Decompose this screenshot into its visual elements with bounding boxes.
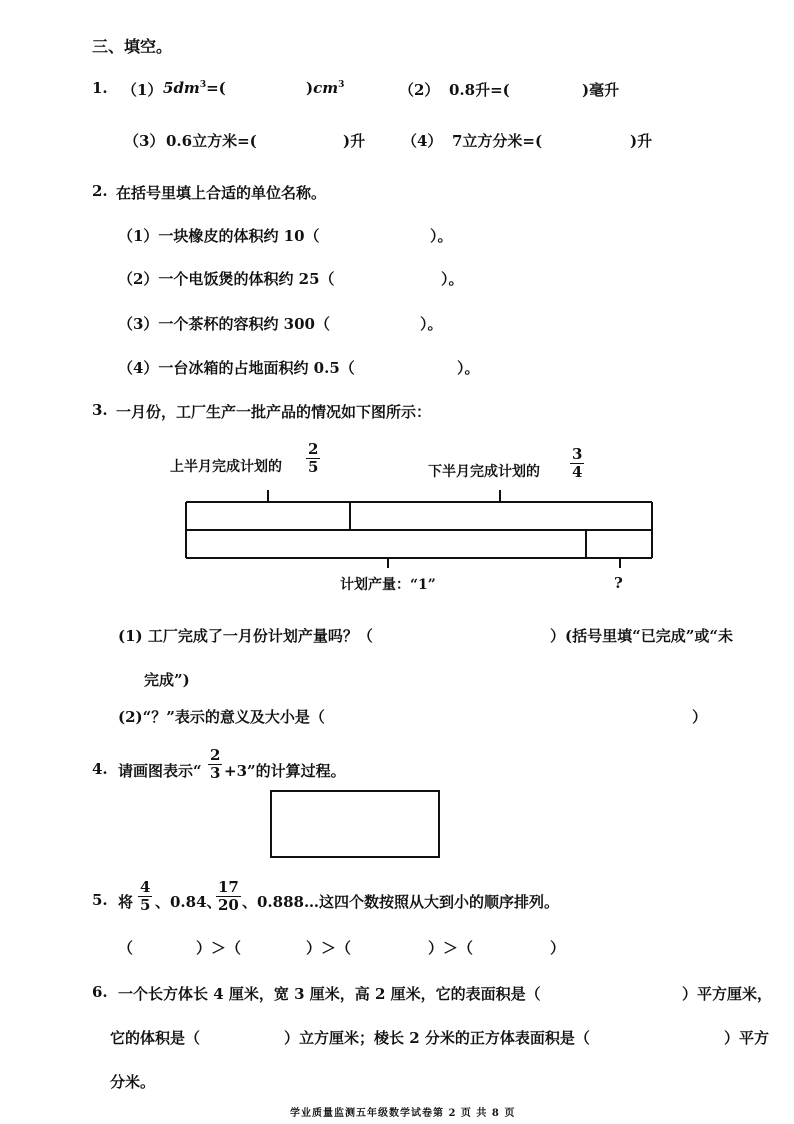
q1-p1-close [306,79,344,97]
q1-p2-text: 0.8升=( [449,81,510,99]
question-prompt-a: 请画图表示“ [118,762,202,780]
fraction-numerator: 2 [308,440,319,458]
drawing-box[interactable] [270,790,440,858]
segment-diagram [180,480,660,570]
fraction-denominator: 20 [218,896,239,914]
q1-p2-close: )毫升 [582,81,620,99]
order-open: （ [118,939,134,957]
order-close: ） [550,939,566,957]
q1-p1-exp-right: 3 [338,80,345,90]
diagram-question-mark: ? [614,574,623,592]
q4-fraction [208,748,222,781]
question-number: 5. [92,891,108,909]
section-title: 三、填空。 [92,37,173,56]
q1-p3-close: )升 [343,132,366,150]
diagram-left-label: 上半月完成计划的 [170,459,282,475]
list-item: （1）一块橡皮的体积约 10（ [118,227,320,245]
q6-line2-a: 它的体积是（ [110,1029,201,1047]
fraction-denominator: 5 [308,458,319,476]
order-gt-3: ）＞（ [428,939,474,957]
fraction-numerator: 4 [140,878,151,896]
question-number: 2. [92,182,108,200]
question-prompt: 一月份，工厂生产一批产品的情况如下图所示： [116,403,432,421]
q6-line2-c: ）平方 [724,1029,770,1047]
fraction-denominator: 3 [210,764,221,782]
question-tail: 、0.888…这四个数按照从大到小的顺序排列。 [242,893,559,911]
question-prompt-b: +3”的计算过程。 [224,762,346,780]
q1-p1-close-paren: ) [306,79,314,97]
order-gt-1: ）＞（ [196,939,242,957]
page-footer: 学业质量监测五年级数学试卷第 2 页 共 8 页 [290,1108,516,1119]
top-left-brace [186,490,350,510]
question-number: 6. [92,983,108,1001]
list-item-close: ）。 [441,270,464,288]
q5-fraction-1 [138,880,152,913]
q1-p1-unit-left: dm [173,79,200,97]
produced-bar [186,510,652,530]
sub-question-2: (2)“？”表示的意义及大小是（ [118,708,325,726]
sub-question-1-hint: ）(括号里填“已完成”或“未 [550,627,733,645]
list-item: （4）一台冰箱的占地面积约 0.5（ [118,359,355,377]
fraction-numerator: 3 [572,445,583,463]
order-gt-2: ）＞（ [306,939,352,957]
diagram-bottom-label: 计划产量：“1” [340,577,436,593]
question-number: 1. [92,79,108,97]
q1-p4-close: )升 [630,132,653,150]
fraction-denominator: 4 [572,463,583,481]
q6-line2-b: ）立方厘米；棱长 2 分米的正方体表面积是（ [284,1029,590,1047]
sub-label: （1） [122,81,163,99]
q6-line3: 分米。 [110,1073,156,1091]
q6-line1-b: ）平方厘米， [682,985,773,1003]
fraction-denominator: 5 [140,896,151,914]
top-right-brace [350,490,652,510]
list-item: （3）一个茶杯的容积约 300（ [118,315,330,333]
list-item-close: ）。 [430,227,453,245]
question-lead: 将 [118,893,134,911]
plan-bar [186,530,652,568]
q6-line1-a: 一个长方体长 4 厘米，宽 3 厘米，高 2 厘米，它的表面积是（ [118,985,541,1003]
question-number: 3. [92,401,108,419]
diagram-right-fraction [570,447,584,480]
q1-p3-text: 0.6立方米=( [166,132,257,150]
question-number: 4. [92,760,108,778]
question-prompt: 在括号里填上合适的单位名称。 [116,184,327,202]
sub-question-1-hint-end: 完成”) [144,671,190,689]
list-item-close: ）。 [457,359,480,377]
list-item-close: ）。 [420,315,443,333]
sub-question-2-close: ） [692,708,708,726]
q5-fraction-2 [216,880,241,913]
q1-p1-unit-right: cm [313,79,339,97]
q1-p1-expression [163,79,226,97]
list-item: （2）一个电饭煲的体积约 25（ [118,270,335,288]
q1-p1-exp-left: 3 [199,80,207,90]
q1-p4-text: 7立方分米=( [452,132,543,150]
sub-question-1: (1) 工厂完成了一月份计划产量吗？（ [118,627,373,645]
diagram-left-fraction [306,442,320,475]
fraction-numerator: 17 [218,878,239,896]
q1-p1-eq: =( [206,79,226,97]
sub-label: （2） [399,81,440,99]
sub-label: （3） [124,132,165,150]
question-mid: 、0.84、 [155,893,222,911]
q1-p1-value: 5 [163,79,174,97]
fraction-numerator: 2 [210,746,221,764]
diagram-right-label: 下半月完成计划的 [428,464,540,480]
sub-label: （4） [402,132,443,150]
